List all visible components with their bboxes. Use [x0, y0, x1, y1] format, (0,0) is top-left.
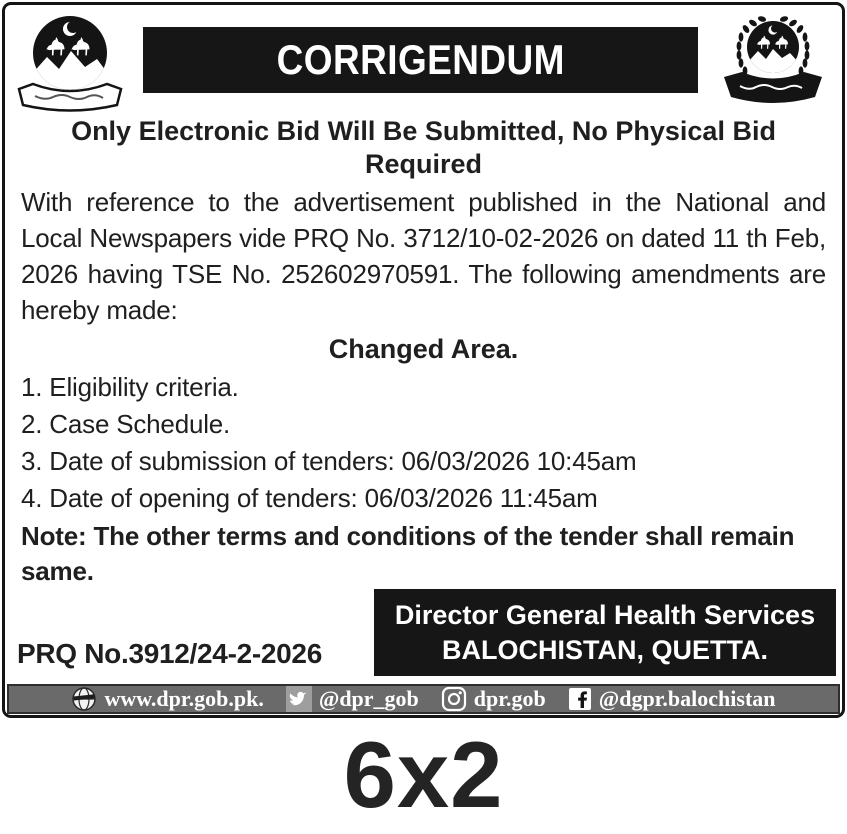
twitter-icon: [286, 686, 312, 712]
amendment-item-3: 3. Date of submission of tenders: 06/03/2026 10:45am: [21, 446, 637, 477]
notice-title: CORRIGENDUM: [276, 36, 565, 83]
amendment-item-2: 2. Case Schedule.: [21, 409, 231, 440]
footer-facebook-text: @dgpr.balochistan: [598, 686, 776, 712]
footer-twitter-item: [286, 686, 419, 712]
header: [5, 5, 842, 115]
ad-size-label: 6x2: [343, 722, 504, 827]
prq-number: PRQ No.3912/24-2-2026: [17, 638, 322, 670]
facebook-icon: [568, 687, 592, 711]
footer-instagram-item: [441, 686, 546, 712]
globe-icon: [71, 686, 97, 712]
reference-paragraph: With reference to the advertisement published in the National and Local Newspapers vide PRQ No. 3712/10-02-2026 on dated 11 th Feb, 2026 having TSE No. 252602970591. The following amendments are hereby made:: [21, 186, 826, 325]
footer-website-item: [71, 686, 263, 712]
advertisement-frame: [2, 2, 845, 718]
section-heading: Changed Area.: [328, 334, 519, 365]
dgpr-balochistan-emblem-icon: [712, 13, 834, 115]
note-text: Note: The other terms and conditions of the tender shall remain same.: [21, 521, 795, 587]
govt-balochistan-emblem-icon: [13, 13, 129, 115]
subtitle-line-2: Required: [364, 148, 483, 179]
signature-line-1: Director General Health Services: [394, 600, 816, 631]
subtitle-line-1: Only Electronic Bid Will Be Submitted, No Physical Bid: [71, 116, 776, 146]
signature-line-2: BALOCHISTAN, QUETTA.: [442, 634, 768, 665]
amendment-item-1: 1. Eligibility criteria.: [21, 372, 239, 403]
footer-social-bar: [7, 684, 840, 714]
notice-body: [5, 115, 842, 589]
amendment-item-4: 4. Date of opening of tenders: 06/03/2026 11:45am: [21, 483, 598, 514]
footer-instagram-text: dpr.gob: [473, 686, 546, 712]
bottom-row: [5, 589, 842, 682]
title-bar: [143, 27, 698, 93]
signature-box: [374, 589, 836, 676]
notice-subtitle: [21, 115, 826, 181]
footer-twitter-text: @dpr_gob: [318, 686, 419, 712]
footer-website-text: www.dpr.gob.pk.: [104, 686, 264, 712]
footer-facebook-item: [568, 686, 776, 712]
instagram-icon: [441, 686, 467, 712]
